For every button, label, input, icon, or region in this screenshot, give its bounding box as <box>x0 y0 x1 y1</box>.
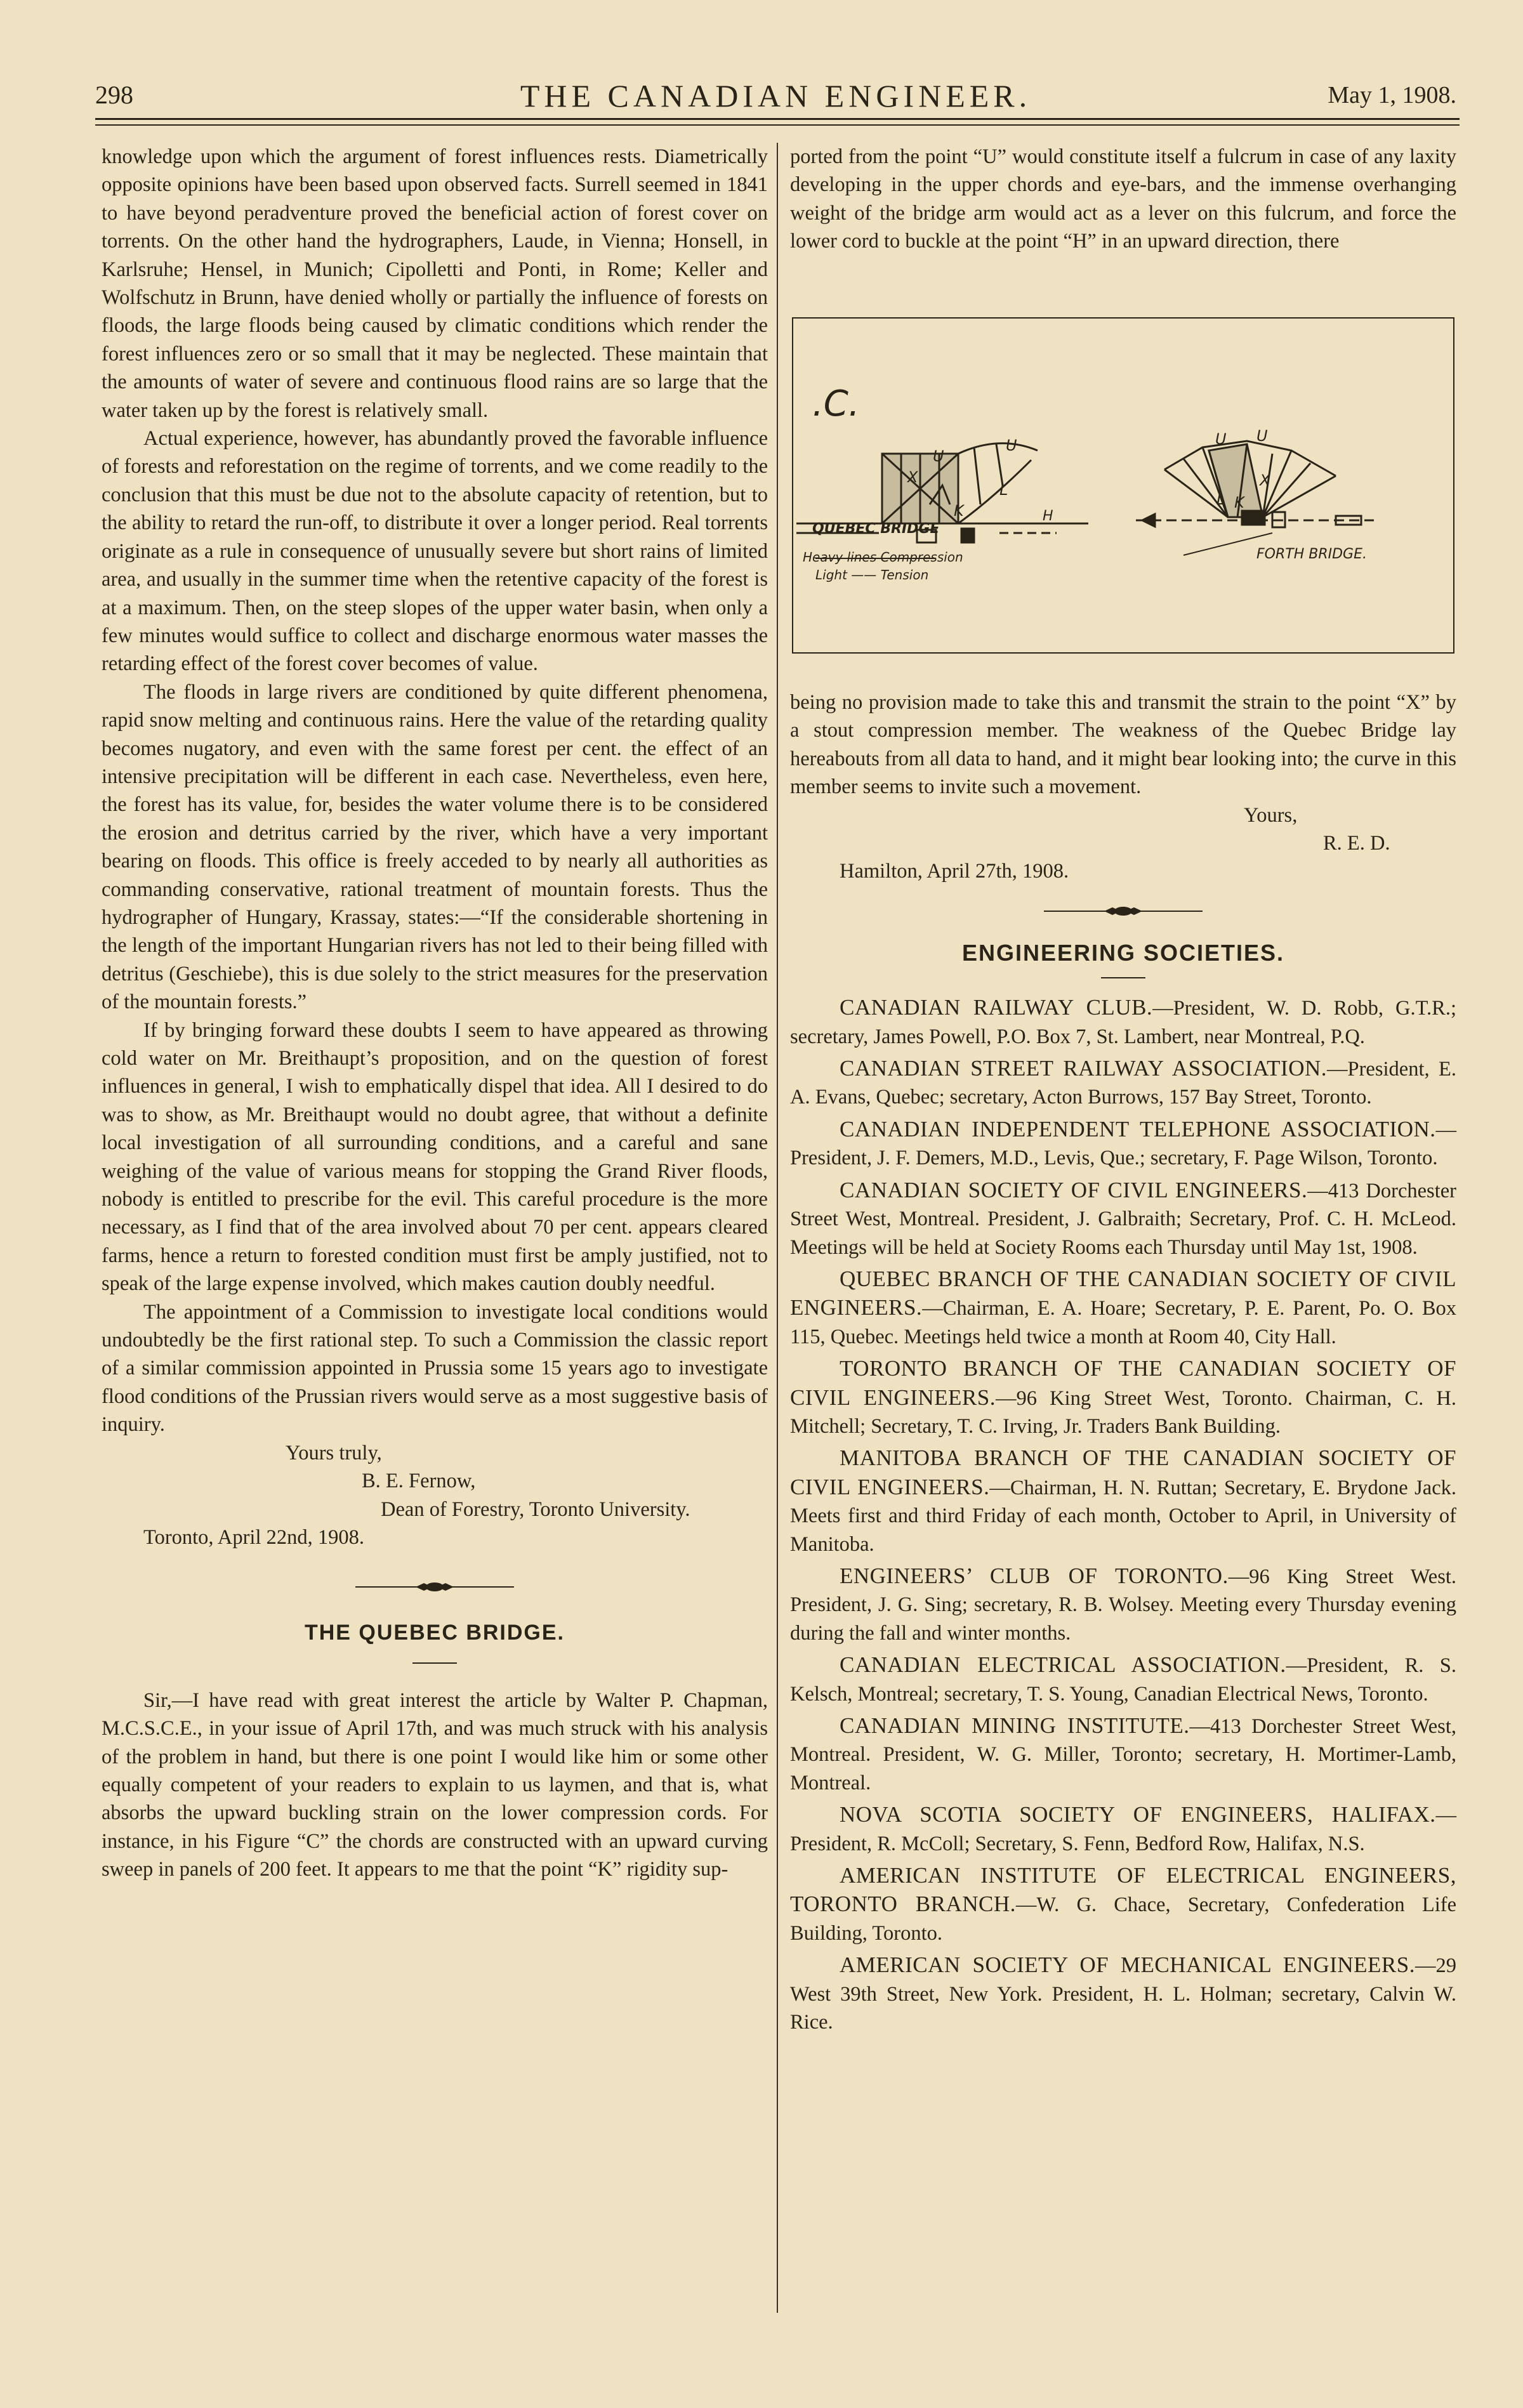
forth-point-u-label: U <box>1215 430 1227 448</box>
society-entry <box>790 1115 1456 1173</box>
journal-title: THE CANADIAN ENGINEER. <box>520 78 1032 114</box>
ornament-divider <box>355 1581 514 1593</box>
society-name: CANADIAN ELECTRICAL ASSOCIATION. <box>840 1652 1286 1678</box>
society-entry <box>790 1801 1456 1858</box>
society-name: ENGINEERS’ CLUB OF TORONTO. <box>840 1563 1229 1588</box>
society-entry <box>790 1265 1456 1351</box>
paragraph: ported from the point “U” would constitute itself a fulcrum in case of any laxity developing in the upper chords and eye-bars, and the immense overhanging weight of the bridge arm would act as a lever on this fulcrum, and force the lower cord to buckle at the point “H” in an upward direction, there <box>790 145 1456 253</box>
section-title: THE QUEBEC BRIDGE. <box>304 1621 565 1645</box>
legend-light-lines: Light —— Tension <box>815 567 929 582</box>
society-details: —96 King Street West. President, J. G. Sing; secretary, R. B. Wolsey. Meeting every Thursday evening during the fall and winter months. <box>790 1565 1456 1645</box>
society-name: CANADIAN MINING INSTITUTE. <box>840 1713 1190 1738</box>
point-x-label: X <box>907 468 918 486</box>
left-column <box>102 143 768 1884</box>
society-name: AMERICAN INSTITUTE OF ELECTRICAL ENGINEERS, TORONTO BRANCH. <box>790 1863 1456 1917</box>
society-name: CANADIAN INDEPENDENT TELEPHONE ASSOCIATION. <box>840 1116 1436 1141</box>
society-entry <box>790 1562 1456 1647</box>
paragraph: If by bringing forward these doubts I seem to have appeared as throwing cold water on Mr. Breithaupt’s proposition, and on the question of forest influences in general, I wish to emphatically dispel that idea. All I desired to do was to show, as Mr. Breithaupt would no doubt agree, that without a definite local investigation of all surrounding conditions, and a careful and sane weighing of the value of various means for stopping the Grand River floods, nobody is entitled to prescribe for the evil. This careful procedure is the more necessary, as I find that of the area involved about 70 per cent. appears cleared farms, hence a return to forested condition must first be amply justified, not to speak of the large expense involved, which makes caution doubly needful. <box>102 1018 768 1296</box>
point-h-label: H <box>1043 508 1053 524</box>
society-name: NOVA SCOTIA SOCIETY OF ENGINEERS, HALIFAX. <box>840 1802 1436 1827</box>
column-divider <box>777 143 778 2313</box>
society-entry <box>790 1355 1456 1440</box>
society-details: —Chairman, H. N. Ruttan; Secretary, E. Brydone Jack. Meets first and third Friday of each month, October to April, in University of Manitoba. <box>790 1476 1456 1556</box>
header-rule-thin <box>95 124 1460 126</box>
letter-place-date: Hamilton, April 27th, 1908. <box>840 860 1069 883</box>
right-column-top <box>790 143 1456 256</box>
society-entry <box>790 1951 1456 2036</box>
legend-heavy-lines: Heavy lines Compression <box>803 549 963 565</box>
paragraph: Actual experience, however, has abundantly proved the favorable influence of forests and reforestation on the regime of torrents, and we come readily to the conclusion that this must be due not to the absolute capacity of retention, but to the ability to retard the run-off, to distribute it over a longer period. Real torrents originate as a rule in consequence of unusually severe but short rains of limited area, and usually in the summer time when the retentive capacity of the forest is at a maximum. Then, on the steep slopes of the upper water basin, when only a few minutes would suffice to collect and discharge enormous water masses the retarding effect of the forest cover becomes of value. <box>102 427 768 676</box>
society-details: —President, E. A. Evans, Quebec; secretary, Acton Burrows, 157 Bay Street, Toronto. <box>790 1058 1457 1109</box>
ornament-divider <box>1044 905 1203 918</box>
header-rule <box>95 118 1460 120</box>
societies-title: ENGINEERING SOCIETIES. <box>961 939 1285 966</box>
title-rule <box>412 1662 457 1664</box>
society-details: —29 West 39th Street, New York. President, H. L. Holman; secretary, Calvin W. Rice. <box>790 1954 1456 2034</box>
title-rule <box>1101 977 1145 978</box>
society-entry <box>790 1651 1456 1708</box>
letter-signer: R. E. D. <box>1323 832 1390 855</box>
society-entry <box>790 1055 1456 1112</box>
paragraph: The floods in large rivers are conditioned by quite different phenomena, rapid snow melting and continuous rains. Here the value of the retarding quality becomes nugatory, and even with the same forest per cent. the effect of an intensive precipitation will be different in each case. Nevertheless, even here, the forest has its value, for, besides the water volume there is to be considered the erosion and detritus carried by the river, which have a very important bearing on floods. This office is freely acceded to by nearly all authorities as commanding conservative, rational treatment of mountain forests. Thus the hydrographer of Hungary, Krassay, states:—“If the considerable shortening in the length of the important Hungarian rivers has not led to their being filled with detritus (Geschiebe), this is due solely to the strict measures for the preservation of the mountain forests.” <box>102 680 768 1014</box>
society-name: CANADIAN STREET RAILWAY ASSOCIATION. <box>840 1056 1328 1081</box>
forth-point-x-label: X <box>1260 471 1270 489</box>
letter-closing: Yours, <box>1244 803 1298 827</box>
society-name: TORONTO BRANCH OF THE CANADIAN SOCIETY OF CIVIL ENGINEERS. <box>790 1356 1456 1410</box>
letter-place-date: Toronto, April 22nd, 1908. <box>143 1525 364 1549</box>
society-entry <box>790 1176 1456 1261</box>
bridge-figure <box>790 314 1456 657</box>
society-details: —Chairman, E. A. Hoare; Secretary, P. E. Parent, Po. O. Box 115, Quebec. Meetings held twice a month at Room 40, City Hall. <box>790 1297 1456 1348</box>
paragraph: Sir,—I have read with great interest the article by Walter P. Chapman, M.C.S.C.E., in your issue of April 17th, and was much struck with his analysis of the problem in hand, but there is one point I would like him or some other equally competent of your readers to explain to us laymen, and that is, what absorbs the upward buckling strain on the lower compression cords. For instance, in his Figure “C” the chords are constructed with an upward curving sweep in panels of 200 feet. It appears to me that the point “K” rigidity sup- <box>102 1688 768 1881</box>
forth-bridge-sketch <box>1136 441 1374 555</box>
forth-point-k-label: K <box>1234 494 1244 511</box>
point-u-label: U <box>933 447 944 465</box>
paragraph: The appointment of a Commission to investigate local conditions would undoubtedly be the first rational step. To such a Commission the classic report of a similar commission appointed in Prussia some 15 years ago to investigate flood conditions of the Prussian rivers would serve as a most suggestive basis of inquiry. <box>102 1300 768 1437</box>
society-details: —413 Dorchester Street West, Montreal. President, W. G. Miller, Toronto; secretary, H. Mortimer-Lamb, Montreal. <box>790 1715 1456 1794</box>
society-entry <box>790 1862 1456 1947</box>
society-details: —President, W. D. Robb, G.T.R.; secretary, James Powell, P.O. Box 7, St. Lambert, near Montreal, P.Q. <box>790 997 1456 1048</box>
issue-date: May 1, 1908. <box>1328 82 1456 109</box>
page-header <box>95 75 1456 119</box>
society-details: —President, R. S. Kelsch, Montreal; secretary, T. S. Young, Canadian Electrical News, Toronto. <box>790 1654 1456 1706</box>
figure-label: .C. <box>812 383 860 424</box>
societies-list <box>790 994 1456 2036</box>
paragraph: knowledge upon which the argument of forest influences rests. Diametrically opposite opinions have been based upon observed facts. Surrell seemed in 1841 to have beyond peradventure proved the beneficial action of forest cover on torrents. On the other hand the hydrographers, Laude, in Vienna; Honsell, in Karlsruhe; Hensel, in Munich; Cipolletti and Ponti, in Rome; Keller and Wolfschutz in Brunn, have denied wholly or partially the influence of forests on floods, the large floods being caused by climatic conditions which render the forest influences zero or so small that it may be neglected. These maintain that the amounts of water of severe and continuous flood rains are so large that the water taken up by the forest is relatively small. <box>102 145 768 422</box>
quebec-bridge-label: QUEBEC BRIDGE <box>812 521 940 537</box>
page-number: 298 <box>95 81 133 109</box>
society-entry <box>790 1444 1456 1558</box>
forth-point-u2-label: U <box>1256 427 1268 445</box>
society-details: —President, R. McColl; Secretary, S. Fenn, Bedford Row, Halifax, N.S. <box>790 1804 1456 1855</box>
society-details: —413 Dorchester Street West, Montreal. President, J. Galbraith; Secretary, Prof. C. H. McLeod. Meetings will be held at Society Rooms each Thursday until May 1st, 1908. <box>790 1179 1456 1259</box>
society-details: —96 King Street West, Toronto. Chairman, C. H. Mitchell; Secretary, T. C. Irving, Jr. Traders Bank Building. <box>790 1386 1456 1438</box>
society-details: —President, J. F. Demers, M.D., Levis, Que.; secretary, F. Page Wilson, Toronto. <box>790 1118 1456 1170</box>
forth-point-l-label: L <box>1216 490 1225 508</box>
society-entry <box>790 994 1456 1051</box>
society-name: MANITOBA BRANCH OF THE CANADIAN SOCIETY OF CIVIL ENGINEERS. <box>790 1445 1456 1499</box>
society-name: QUEBEC BRANCH OF THE CANADIAN SOCIETY OF CIVIL ENGINEERS. <box>790 1266 1456 1320</box>
society-entry <box>790 1712 1456 1797</box>
society-name: CANADIAN SOCIETY OF CIVIL ENGINEERS. <box>840 1177 1308 1202</box>
right-column-bottom <box>790 688 1456 2040</box>
point-k-label: K <box>954 502 964 520</box>
point-u2-label: U <box>1006 437 1017 454</box>
paragraph: being no provision made to take this and transmit the strain to the point “X” by a stout compression member. The weakness of the Quebec Bridge lay hereabouts from all data to hand, and it might bear looking into; the curve in this member seems to invite such a movement. <box>790 691 1456 799</box>
point-l-label: L <box>999 481 1008 499</box>
letter-signer: B. E. Fernow, <box>362 1470 476 1493</box>
letter-closing: Yours truly, <box>286 1441 382 1464</box>
society-details: —W. G. Chace, Secretary, Confederation Life Building, Toronto. <box>790 1893 1456 1945</box>
society-name: AMERICAN SOCIETY OF MECHANICAL ENGINEERS. <box>840 1952 1415 1978</box>
letter-signer-title: Dean of Forestry, Toronto University. <box>381 1497 690 1521</box>
forth-bridge-label: FORTH BRIDGE. <box>1256 546 1367 562</box>
society-name: CANADIAN RAILWAY CLUB. <box>840 995 1153 1020</box>
